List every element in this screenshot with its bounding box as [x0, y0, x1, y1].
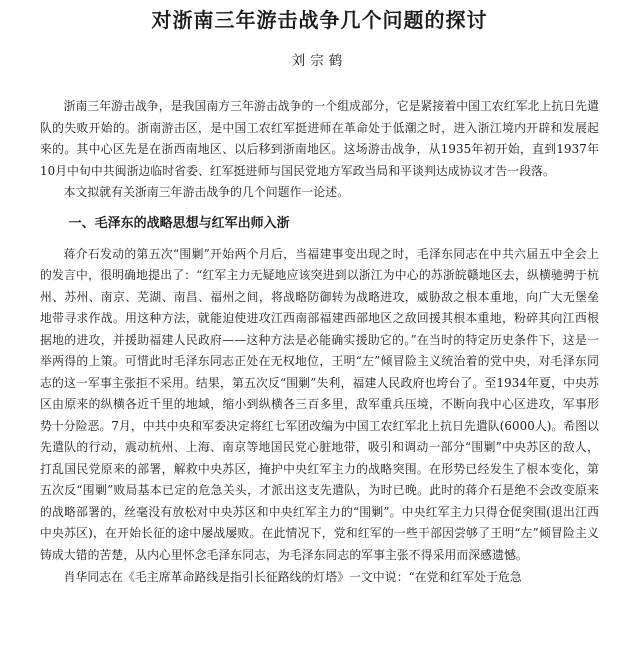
article-body [40, 96, 599, 589]
intro-paragraph: 本文拟就有关浙南三年游击战争的几个问题作一论述。 [63, 185, 350, 199]
intro-paragraph: 浙南三年游击战争，是我国南方三年游击战争的一个组成部分，它是紧接着中国工农红军北上抗日先遣队的失败开始的。浙南游击区，是中国工农红军挺进师在革命处于低潮之时，进入浙江境内开辟和发展起来的。其中心区先是在浙西南地区、以后移到浙南地区。这场游击战争，从1935年初开始，直到1937年10月中旬中共闽浙边临时省委、红军挺进师与国民党地方军政当局和平谈判达成协议才告一段落。 [40, 99, 599, 178]
article-author: 刘宗鹤 [291, 53, 348, 69]
section-paragraph: 蒋介石发动的第五次“围剿”开始两个月后，当福建事变出现之时，毛泽东同志在中共六届五中全会上的发言中，很明确地提出了：“红军主力无疑地应该突进到以浙江为中心的苏浙皖赣地区去，纵横驰骋于杭州、苏州、南京、芜湖、南昌、福州之间，将战略防御转为战略进攻，威胁敌之根本重地，向广大无堡垒地带寻求作战。用这种方法，就能迫使进攻江西南部福建西部地区之敌回援其根本重地，粉碎其向江西根据地的进攻，并援助福建人民政府——这种方法是必能确实援助它的。”在当时的特定历史条件下，这是一举两得的上策。可惜此时毛泽东同志正处在无权地位，王明“左”倾冒险主义统治着的党中央，对毛泽东同志的这一军事主张拒不采用。结果，第五次反“围剿”失利，福建人民政府也垮台了。至1934年夏，中央苏区由原来的纵横各近千里的地域，缩小到纵横各三百多里，敌军重兵压境，不断向我中心区进攻，军事形势十分险恶。7月，中共中央和军委决定将红七军团改编为中国工农红军北上抗日先遣队(6000人)。希图以先遣队的行动，震动杭州、上海、南京等地国民党心脏地带，吸引和调动一部分“围剿”中央苏区的敌人，打乱国民党原来的部署，解救中央苏区，掩护中央红军主力的战略突围。在形势已经发生了根本变化，第五次反“围剿”败局基本已定的危急关头，才派出这支先遣队，为时已晚。此时的蒋介石是绝不会改变原来的战略部署的，丝毫没有放松对中央苏区和中央红军主力的“围剿”。中央红军主力只得仓促突围(退出江西中央苏区)，在开始长征的途中屡战屡败。在此情况下，党和红军的一些干部因尝够了王明“左”倾冒险主义铸成大错的苦楚，从内心里怀念毛泽东同志，为毛泽东同志的军事主张不得采用而深感遗憾。 [40, 246, 600, 562]
section-paragraph: 肖华同志在《毛主席革命路线是指引长征路线的灯塔》一文中说：“在党和红军处于危急 [63, 570, 522, 584]
article-title: 对浙南三年游击战争几个问题的探讨 [151, 8, 488, 32]
section-heading: 一、毛泽东的战略思想与红军出师入浙 [68, 215, 290, 231]
